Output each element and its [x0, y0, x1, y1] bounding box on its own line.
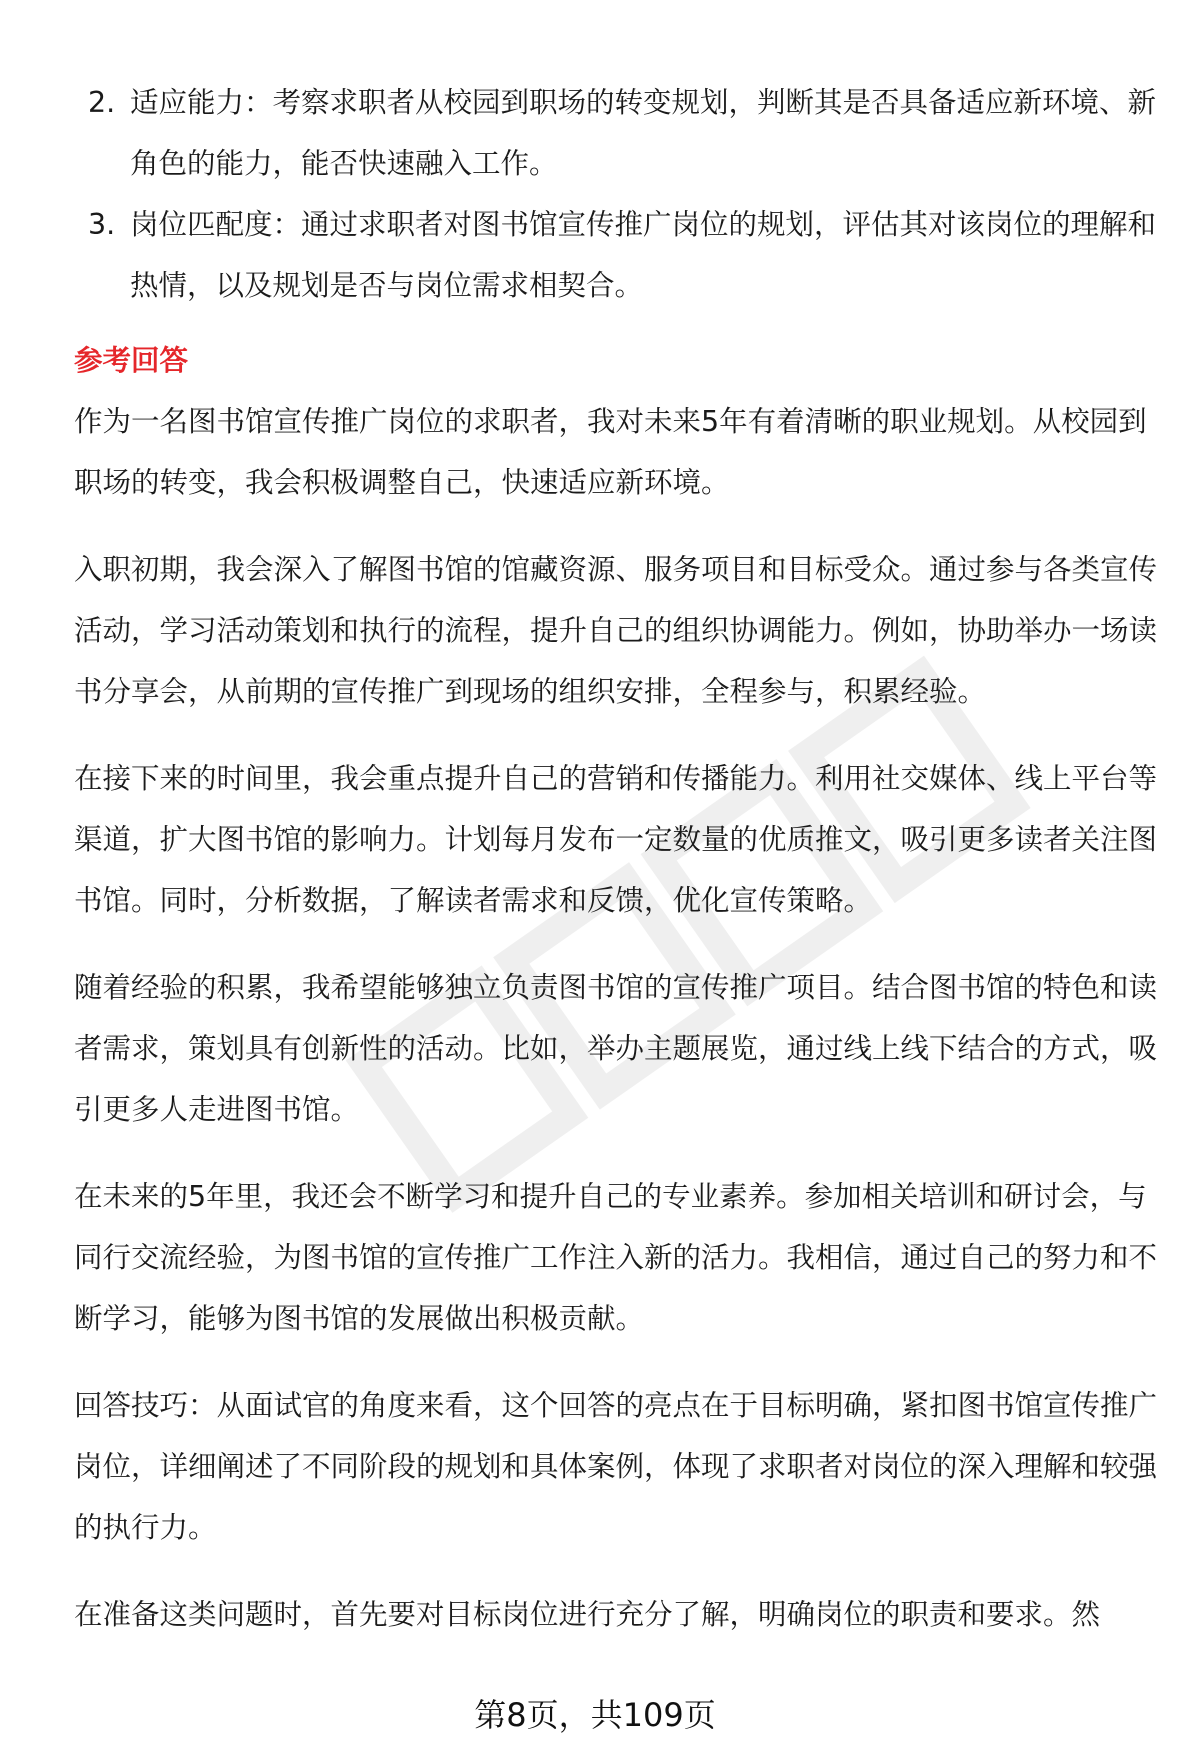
criteria-number: 3.: [88, 208, 116, 241]
paragraph: 在未来的5年里，我还会不断学习和提升自己的专业素养。参加相关培训和研讨会，与同行交流经验，为图书馆的宣传推广工作注入新的活力。我相信，通过自己的努力和不断学习，能够为图书馆的发展做出积极贡献。: [74, 1180, 1158, 1335]
criteria-list: [74, 72, 1164, 316]
criteria-number: 2.: [88, 86, 116, 119]
criteria-text: 岗位匹配度：通过求职者对图书馆宣传推广岗位的规划，评估其对该岗位的理解和热情，以及规划是否与岗位需求相契合。: [130, 208, 1157, 302]
paragraph: 随着经验的积累，我希望能够独立负责图书馆的宣传推广项目。结合图书馆的特色和读者需求，策划具有创新性的活动。比如，举办主题展览，通过线上线下结合的方式，吸引更多人走进图书馆。: [74, 971, 1158, 1126]
criteria-item: [74, 72, 1164, 194]
document-body: [74, 72, 1164, 1645]
paragraph: 作为一名图书馆宣传推广岗位的求职者，我对未来5年有着清晰的职业规划。从校园到职场的转变，我会积极调整自己，快速适应新环境。: [74, 405, 1147, 499]
section-title: 参考回答: [74, 344, 189, 377]
paragraph: 在接下来的时间里，我会重点提升自己的营销和传播能力。利用社交媒体、线上平台等渠道，扩大图书馆的影响力。计划每月发布一定数量的优质推文，吸引更多读者关注图书馆。同时，分析数据，了解读者需求和反馈，优化宣传策略。: [74, 762, 1158, 917]
page-number-footer: 第8页，共109页: [474, 1696, 716, 1734]
criteria-item: [74, 194, 1164, 316]
paragraph: 入职初期，我会深入了解图书馆的馆藏资源、服务项目和目标受众。通过参与各类宣传活动，学习活动策划和执行的流程，提升自己的组织协调能力。例如，协助举办一场读书分享会，从前期的宣传推广到现场的组织安排，全程参与，积累经验。: [74, 553, 1158, 708]
answer-tips-paragraph: 回答技巧：从面试官的角度来看，这个回答的亮点在于目标明确，紧扣图书馆宣传推广岗位，详细阐述了不同阶段的规划和具体案例，体现了求职者对岗位的深入理解和较强的执行力。: [74, 1389, 1158, 1544]
criteria-text: 适应能力：考察求职者从校园到职场的转变规划，判断其是否具备适应新环境、新角色的能力，能否快速融入工作。: [130, 86, 1157, 180]
paragraph: 在准备这类问题时，首先要对目标岗位进行充分了解，明确岗位的职责和要求。然: [74, 1598, 1101, 1631]
